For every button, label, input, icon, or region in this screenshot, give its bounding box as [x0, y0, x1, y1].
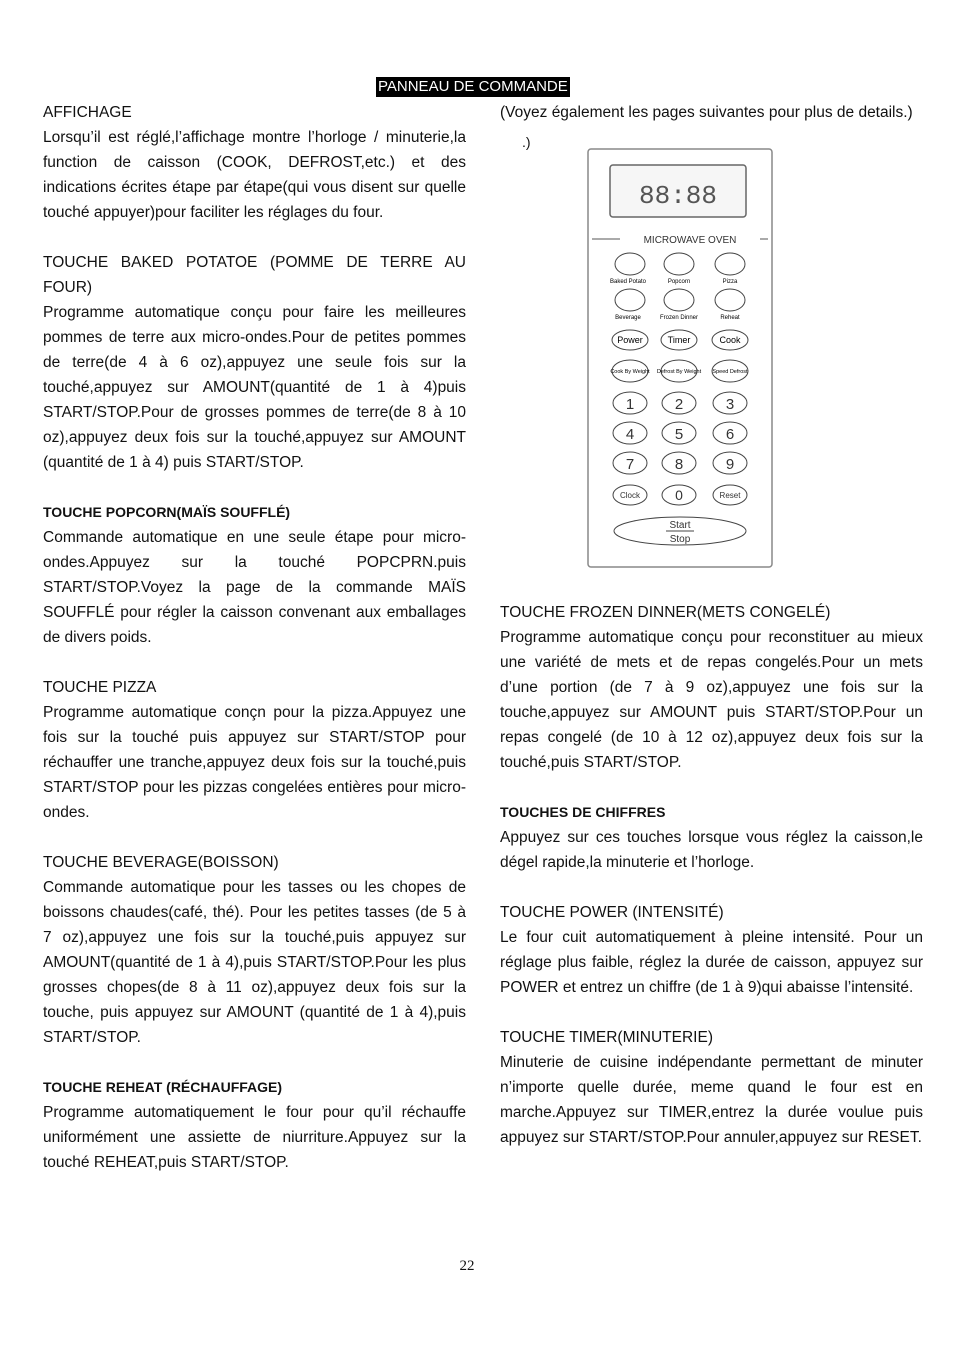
control-panel-illustration	[500, 125, 923, 575]
section-heading: TOUCHE POWER (INTENSITÉ)	[500, 904, 724, 921]
section-heading: TOUCHES DE CHIFFRES	[500, 804, 666, 820]
section-text: Minuterie de cuisine indépendante permettant de minuter n’importe quelle durée, meme quand le four est en marche.Appuyez sur TIMER,entrez la durée voulue puis appuyez sur START/STOP.Pour annuler,appuyez sur RESET.	[500, 1054, 923, 1146]
page-number: 22	[459, 1258, 475, 1274]
btn-reheat[interactable]: Reheat	[720, 315, 740, 321]
btn-cook[interactable]: Cook	[719, 335, 741, 345]
btn-cook-by-weight[interactable]: Cook By Weight	[610, 369, 650, 375]
btn-reset[interactable]: Reset	[719, 491, 741, 500]
btn-digit-7[interactable]: 7	[625, 456, 635, 473]
section-text: Commande automatique pour les tasses ou les chopes de boissons chaudes(café, thé). Pour les petites tasses (de 5 à 7 oz),appuyez une fois sur la touché,puis appuyez sur AMOUNT(quantité de 1 à 4),puis START/STOP.Pour les plus grosses chopes(de 8 à 11 oz),appuyez deux fois sur la touche, puis appuyez sur AMOUNT (quantité de 1 à 4),puis START/STOP.	[43, 879, 466, 1046]
section-text: Lorsqu’il est réglé,l’affichage montre l’horloge / minuterie,la function de caisson (COOK, DEFROST,etc.) et des indications écrites étape par étape(qui vous disent sur quelle touché appuyer)pour faciliter les réglages du four.	[43, 129, 466, 221]
btn-frozen-dinner[interactable]: Frozen Dinner	[659, 315, 699, 321]
section-heading: TOUCHE TIMER(MINUTERIE)	[500, 1029, 713, 1046]
btn-digit-4[interactable]: 4	[625, 426, 635, 443]
section-text: Programme automatique conçu pour reconstituer au mieux une variété de mets et de repas congelés.Pour un mets d’une portion (de 7 à 9 oz),appuyez une fois sur la touche,appuyez sur AMOUNT puis START/STOP.Pour un repas congelé (de 10 à 12 oz),appuyez deux fois sur la touché,puis START/STOP.	[500, 629, 923, 771]
left-column	[43, 100, 466, 1175]
section-heading: TOUCHE PIZZA	[43, 679, 157, 696]
right-column	[500, 100, 923, 1150]
btn-popcorn[interactable]: Popcorn	[667, 279, 691, 285]
btn-defrost-by-weight[interactable]: Defrost By Weight	[656, 369, 702, 375]
btn-digit-5[interactable]: 5	[674, 426, 684, 443]
btn-timer[interactable]: Timer	[667, 335, 691, 345]
control-panel-svg	[500, 125, 923, 575]
section-text: Le four cuit automatiquement à pleine intensité. Pour un réglage plus faible, réglez la durée de caisson, appuyez sur POWER et entrez un chiffre (de 1 à 9)qui abaisse l’intensité.	[500, 929, 923, 996]
btn-beverage[interactable]: Beverage	[615, 315, 641, 321]
btn-digit-1[interactable]: 1	[625, 396, 635, 413]
btn-digit-3[interactable]: 3	[725, 396, 735, 413]
section-text: Appuyez sur ces touches lorsque vous réglez la caisson,le dégel rapide,la minuterie et l’horloge.	[500, 829, 923, 871]
btn-power[interactable]: Power	[617, 335, 643, 345]
btn-digit-2[interactable]: 2	[674, 396, 684, 413]
btn-digit-9[interactable]: 9	[725, 456, 735, 473]
brand-label: MICROWAVE OVEN	[643, 235, 737, 246]
page-title: PANNEAU DE COMMANDE	[378, 78, 568, 95]
btn-stop[interactable]: Stop	[669, 534, 691, 545]
section-heading: AFFICHAGE	[43, 104, 132, 121]
btn-clock[interactable]: Clock	[619, 491, 641, 500]
section-heading: TOUCHE FROZEN DINNER(METS CONGELÉ)	[500, 604, 831, 621]
section-heading: TOUCHE POPCORN(MAÏS SOUFFLÉ)	[43, 504, 291, 520]
btn-speed-defrost[interactable]: Speed Defrost	[712, 369, 748, 375]
btn-digit-0[interactable]: 0	[675, 487, 683, 503]
stray-mark: .)	[522, 134, 531, 150]
section-heading: TOUCHE REHEAT (RÉCHAUFFAGE)	[43, 1079, 283, 1095]
btn-baked-potato[interactable]: Baked Potato	[609, 279, 647, 285]
section-text: Programme automatique conçu pour faire les meilleures pommes de terre aux micro-ondes.Pour de petites pommes de terre(de 4 à 6 oz),appuyez une seule fois sur la touché,appuyez sur AMOUNT(quantité de 1 à 4)puis START/STOP.Pour de grosses pommes de terre(de 8 à 10 oz),appuyez deux fois sur la touché,appuyez sur AMOUNT (quantité de 1 à 4) puis START/STOP.	[43, 304, 466, 471]
display-digits: 88:88	[638, 181, 718, 211]
digit-keypad	[613, 392, 747, 474]
section-text: Commande automatique en une seule étape pour micro-ondes.Appuyez sur la touché POPCPRN.puis START/STOP.Voyez la page de la commande MAÏS SOUFFLÉ pour régler la caisson convenant aux emballages de divers poids.	[43, 529, 466, 646]
btn-pizza[interactable]: Pizza	[722, 279, 738, 285]
section-text: Programme automatiquement le four pour qu’il réchauffe uniformément une assiette de niurriture.Appuyez sur la touché REHEAT,puis START/STOP.	[43, 1104, 466, 1171]
intro-text: (Voyez également les pages suivantes pour plus de details.)	[500, 104, 913, 121]
section-text: Programme automatique conçn pour la pizza.Appuyez une fois sur la touché puis appuyez sur START/STOP pour réchauffer une tranche,appuyez deux fois sur la touché,puis START/STOP pour les pizzas congelées entières pour micro-ondes.	[43, 704, 466, 821]
section-heading: TOUCHE BAKED POTATOE (POMME DE TERRE AU FOUR)	[43, 254, 466, 296]
btn-digit-6[interactable]: 6	[725, 426, 735, 443]
btn-start[interactable]: Start	[669, 520, 691, 531]
section-heading: TOUCHE BEVERAGE(BOISSON)	[43, 854, 279, 871]
btn-digit-8[interactable]: 8	[674, 456, 684, 473]
